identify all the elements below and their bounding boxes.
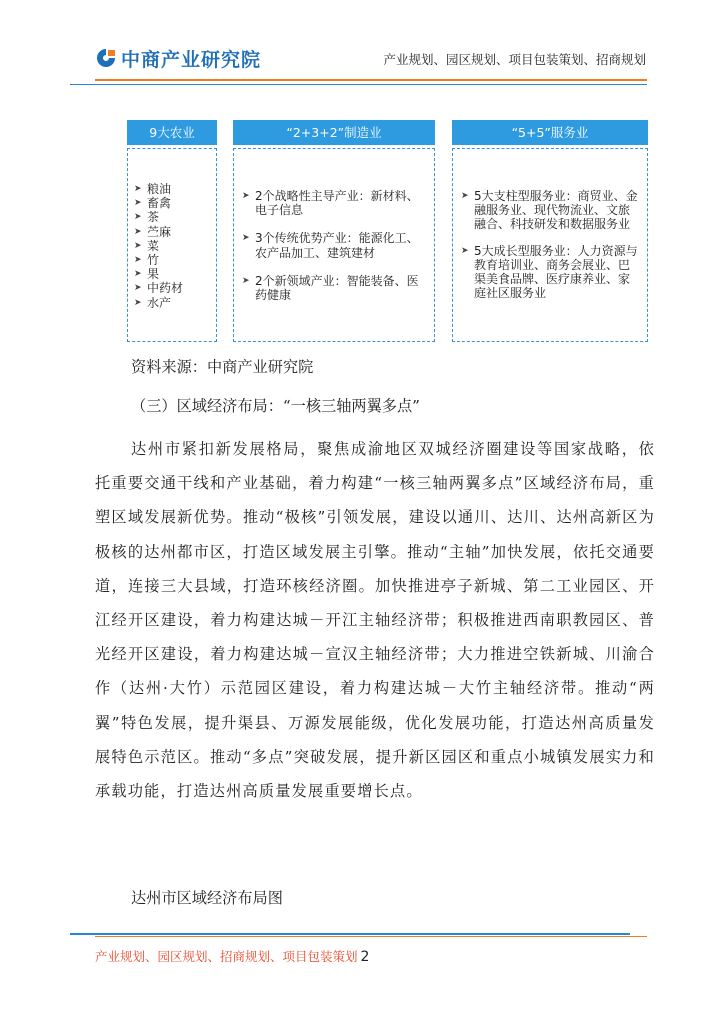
list-item: ➤ 果 [134, 267, 160, 282]
body-paragraph: 达州市紧扣新发展格局，聚焦成渝地区双城经济圈建设等国家战略，依托重要交通干线和产业基础，着力构建“一核三轴两翼多点”区域经济布局，重塑区域发展新优势。推动“极核”引领发展，建设以通川、达川、达州高新区为极核的达州都市区，打造区域发展主引擎。推动“主轴”加快发展，依托交通要道，连接三大县域，打造环核经济圈。加快推进亭子新城、第二工业园区、开江经开区建设，着力构建达城－开江主轴经济带；积极推进西南职教园区、普光经开区建设，着力构建达城－宣汉主轴经济带；大力推进空铁新城、川渝合作（达州·大竹）示范园区建设，着力构建达城－大竹主轴经济带。推动“两翼”特色发展，提升渠县、万源发展能级，优化发展功能，打造达州高质量发展特色示范区。推动“多点”突破发展，提升新区园区和重点小城镇发展实力和承载功能，打造达州高质量发展重要增长点。 [95, 440, 655, 801]
list-item: ➤ 水产 [134, 295, 172, 310]
list-item: ➤ 中药材 [134, 281, 184, 296]
arrow-right-icon: ➤ [134, 184, 142, 194]
arrow-right-icon: ➤ [242, 275, 250, 286]
footer-tagline: 产业规划、园区规划、招商规划、项目包装策划 [95, 949, 358, 964]
list-item: ➤ 2个新领域产业：智能装备、医药健康 [242, 273, 419, 303]
footer-divider-blue [70, 933, 630, 935]
list-item: ➤ 3个传统优势产业：能源化工、农产品加工、建筑建材 [242, 231, 419, 260]
column-body [233, 148, 435, 342]
list-item: ➤ 茶 [134, 210, 160, 225]
list-item: ➤ 5大支柱型服务业：商贸业、金融服务业、现代物流业、文旅融合、科技研发和数据服务业 [461, 189, 638, 232]
services-column [452, 120, 648, 342]
column-body [127, 148, 217, 342]
header-divider-blue [70, 84, 647, 85]
footer [95, 947, 369, 965]
industry-diagram [127, 120, 647, 342]
arrow-right-icon: ➤ [134, 198, 142, 209]
services-list [453, 149, 647, 300]
list-item: ➤ 苎麻 [134, 224, 172, 239]
list-item: ➤ 5大成长型服务业：人力资源与教育培训业、商务会展业、巴渠美食品牌、医疗康养业、家庭社区服务业 [461, 243, 638, 301]
column-title: 9大农业 [127, 120, 217, 145]
footer-divider-orange [95, 936, 647, 937]
agriculture-list [128, 149, 216, 310]
arrow-right-icon: ➤ [134, 212, 142, 223]
arrow-right-icon: ➤ [461, 245, 469, 256]
list-item: ➤ 竹 [134, 253, 160, 268]
column-body [452, 148, 648, 342]
manufacturing-list [234, 149, 434, 302]
list-item: ➤ 菜 [134, 238, 160, 253]
list-item: ➤ 畜禽 [134, 196, 172, 211]
list-item: ➤ 2个战略性主导产业：新材料、电子信息 [242, 189, 419, 218]
figure-caption: 达州市区域经济布局图 [131, 889, 283, 907]
agriculture-column [127, 120, 217, 342]
arrow-right-icon: ➤ [134, 226, 142, 237]
logo-text: 中商产业研究院 [121, 48, 262, 71]
arrow-right-icon: ➤ [242, 233, 250, 244]
logo-mark-icon [95, 47, 117, 69]
column-title: “2+3+2”制造业 [233, 120, 435, 145]
header-divider-orange [95, 79, 647, 81]
list-item: ➤ 粮油 [134, 182, 172, 196]
arrow-right-icon: ➤ [242, 191, 250, 201]
logo [95, 44, 261, 72]
arrow-right-icon: ➤ [134, 240, 142, 251]
arrow-right-icon: ➤ [134, 283, 142, 294]
arrow-right-icon: ➤ [134, 269, 142, 280]
arrow-right-icon: ➤ [134, 255, 142, 266]
arrow-right-icon: ➤ [461, 191, 469, 201]
section-heading: （三）区域经济布局：“一核三轴两翼多点” [131, 397, 420, 415]
manufacturing-column [233, 120, 435, 342]
page-number: 2 [360, 949, 370, 965]
source-note: 资料来源：中商产业研究院 [131, 358, 314, 376]
arrow-right-icon: ➤ [134, 297, 142, 308]
column-title: “5+5”服务业 [452, 120, 648, 145]
header-tagline: 产业规划、园区规划、项目包装策划、招商规划 [383, 52, 646, 67]
